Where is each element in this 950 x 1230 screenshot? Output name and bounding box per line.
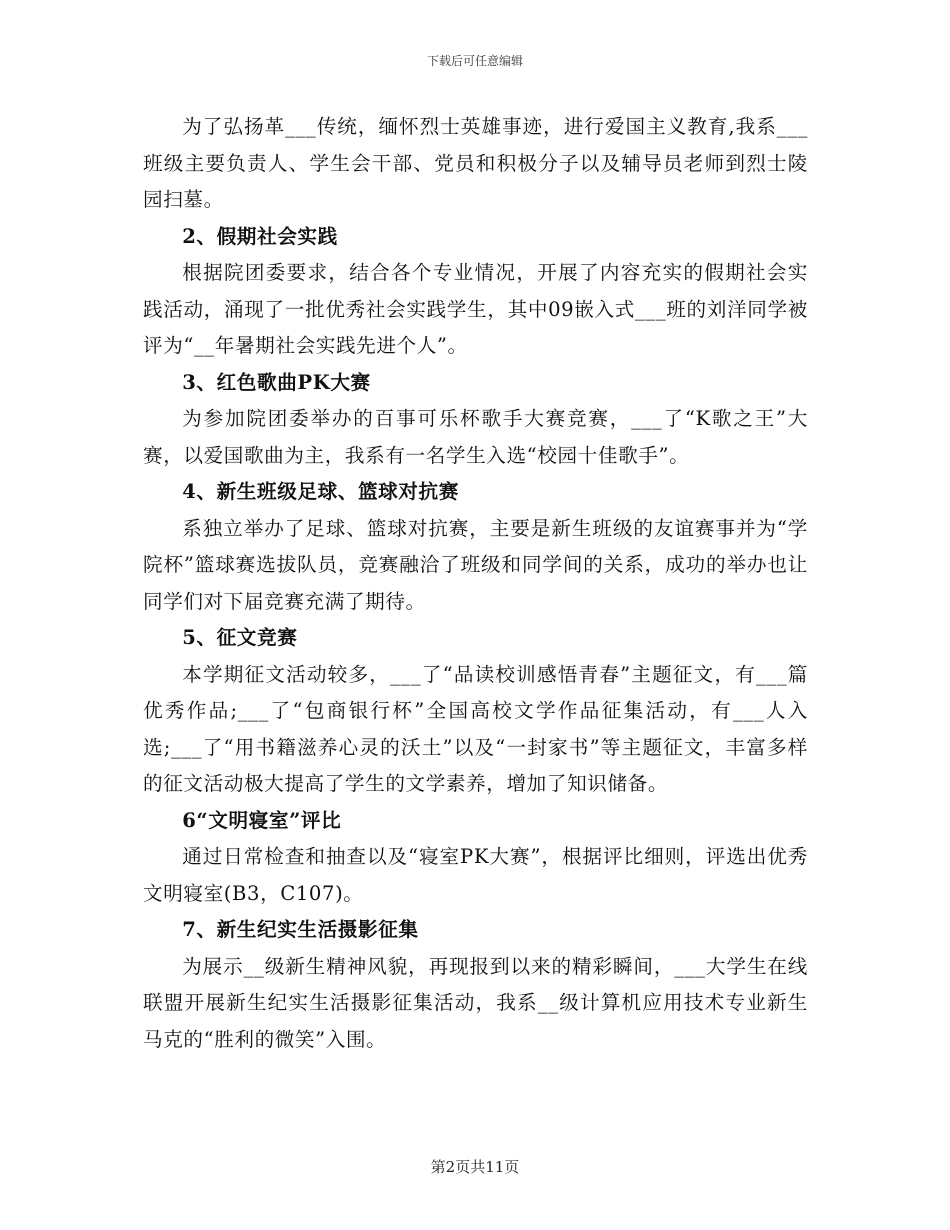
paragraph-ball-games: 系独立举办了足球、篮球对抗赛，主要是新生班级的友谊赛事并为“学院杯”篮球赛选拔队员，竞赛融洽了班级和同学间的关系，成功的举办也让同学们对下届竞赛充满了期待。 — [143, 516, 808, 613]
page-number: 第2页共11页 — [430, 1158, 520, 1176]
section-heading-essay-contest: 5、征文竞赛 — [182, 626, 298, 649]
section-heading-dorm-rating: 6“文明寝室”评比 — [182, 808, 342, 832]
paragraph-essay-contest: 本学期征文活动较多，___了“品读校训感悟青春”主题征文，有___篇优秀作品;___了“包商银行杯”全国高校文学作品征集活动，有___人入选;___了“用书籍滋养心灵的沃土”以及“一封家书”等主题征文，丰富多样的征文活动极大提高了学生的文学素养，增加了知识储备。 — [143, 662, 808, 795]
paragraph-holiday-practice: 根据院团委要求，结合各个专业情况，开展了内容充实的假期社会实践活动，涌现了一批优秀社会实践学生，其中09嵌入式___班的刘洋同学被评为“__年暑期社会实践先进个人”。 — [143, 261, 808, 357]
paragraph-dorm-rating: 通过日常检查和抽查以及“寝室PK大赛”，根据评比细则，评选出优秀文明寝室(B3，C107)。 — [143, 845, 808, 905]
section-heading-holiday-practice: 2、假期社会实践 — [182, 224, 338, 248]
document-body — [143, 109, 808, 1058]
section-heading-photo-collection: 7、新生纪实生活摄影征集 — [182, 918, 419, 941]
section-heading-ball-games: 4、新生班级足球、篮球对抗赛 — [182, 480, 459, 503]
paragraph-intro: 为了弘扬革___传统，缅怀烈士英雄事迹，进行爱国主义教育,我系___班级主要负责人、学生会干部、党员和积极分子以及辅导员老师到烈士陵园扫墓。 — [143, 115, 808, 211]
section-heading-red-song: 3、红色歌曲PK大赛 — [182, 370, 371, 394]
page-header: 下载后可任意编辑 — [426, 54, 523, 68]
paragraph-red-song: 为参加院团委举办的百事可乐杯歌手大赛竞赛，___了“K歌之王”大赛，以爱国歌曲为主，我系有一名学生入选“校园十佳歌手”。 — [143, 407, 808, 467]
paragraph-photo-collection: 为展示__级新生精神风貌，再现报到以来的精彩瞬间，___大学生在线联盟开展新生纪实生活摄影征集活动，我系__级计算机应用技术专业新生马克的“胜利的微笑”入围。 — [143, 954, 808, 1051]
